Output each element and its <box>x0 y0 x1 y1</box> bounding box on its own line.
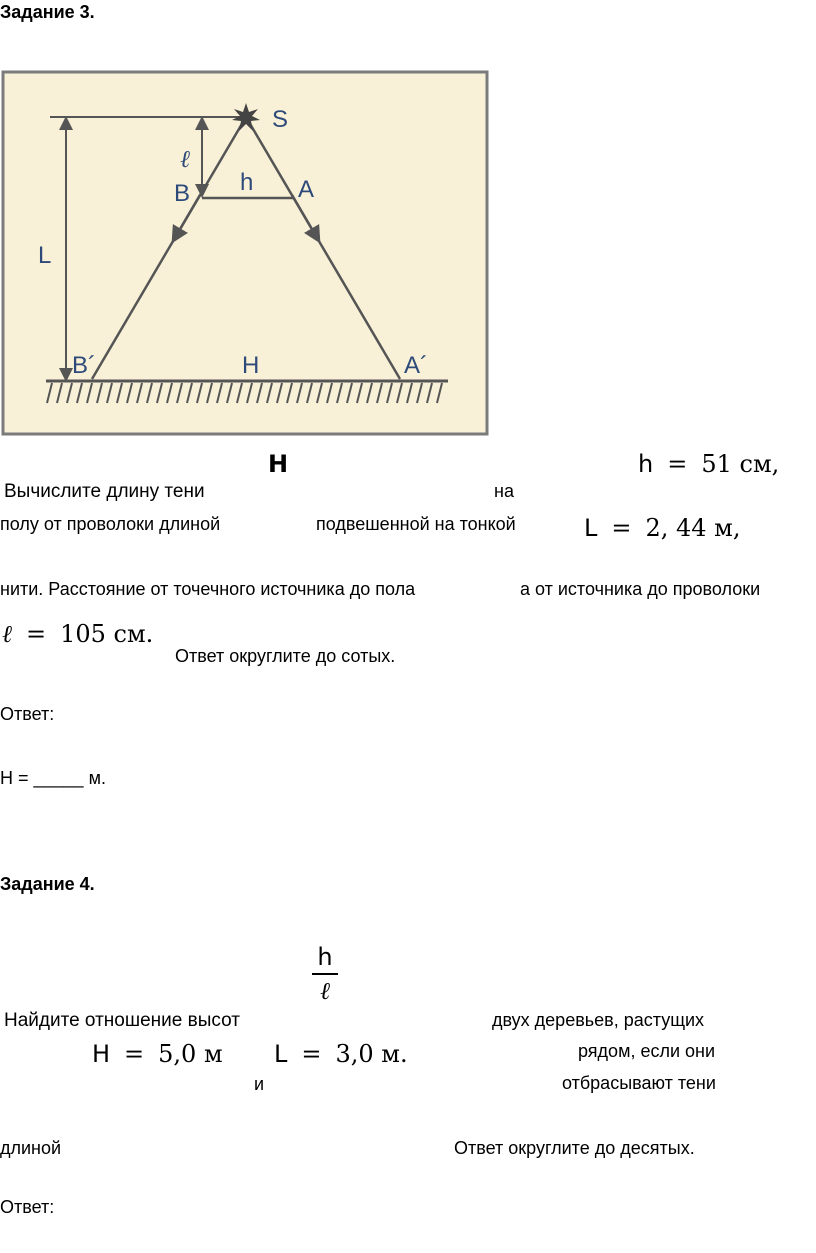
task3-answer-label: Ответ: <box>0 704 55 724</box>
task4-line3: отбрасывают тени <box>562 1073 716 1093</box>
task4-frac-num: h <box>317 943 333 971</box>
label-L: L <box>38 242 52 269</box>
task3-rounding: Ответ округлите до сотых. <box>175 646 396 666</box>
task3-line3-b: а от источника до проволоки <box>520 579 761 599</box>
task3-line1-a: Вычислите длину тени <box>4 481 205 502</box>
task3-L-formula: L = 2, 44 м, <box>584 514 741 542</box>
task4-H-symbol: H <box>92 1040 111 1068</box>
optics-diagram <box>0 69 492 439</box>
task4-heading: Задание 4. <box>0 874 95 894</box>
task4-line2: рядом, если они <box>578 1041 716 1061</box>
task3-line3-a: нити. Расстояние от точечного источника до пола <box>0 579 416 599</box>
task4-L-value: 3,0 м. <box>335 1040 408 1068</box>
task4-and: и <box>254 1074 265 1094</box>
task3-heading: Задание 3. <box>0 2 95 22</box>
task4-L-formula: L = 3,0 м. <box>274 1040 408 1068</box>
task3-l-formula: ℓ = 105 см. <box>2 620 154 648</box>
task4-answer-label: Ответ: <box>0 1197 55 1217</box>
label-S: S <box>272 106 289 133</box>
task4-H-value: 5,0 м <box>158 1040 223 1068</box>
task3-h-symbol: h <box>638 450 654 478</box>
label-B: B <box>174 180 191 207</box>
task3-H-symbol: H <box>268 450 289 478</box>
task3-line2-b: подвешенной на тонкой <box>316 514 516 534</box>
task3-line1-b: на <box>494 481 514 501</box>
label-A-prime: A´ <box>404 352 428 379</box>
task4-L-symbol: L <box>274 1040 288 1068</box>
task4-rounding: Ответ округлите до десятых. <box>454 1138 695 1158</box>
label-B-prime: B´ <box>72 352 96 379</box>
label-H: H <box>242 352 260 379</box>
task4-line1-b: двух деревьев, растущих <box>492 1010 705 1030</box>
task3-L-value: 2, 44 м, <box>645 514 741 542</box>
label-A: A <box>298 176 315 203</box>
task4-line1-a: Найдите отношение высот <box>4 1010 240 1031</box>
task3-l-symbol: ℓ <box>2 620 12 648</box>
task4-ratio-fraction <box>312 944 338 1004</box>
task3-h-formula: h = 51 см, <box>638 450 780 478</box>
task3-line2-a: полу от проволоки длиной <box>0 514 221 534</box>
task4-frac-den: ℓ <box>320 977 330 1005</box>
label-l: ℓ <box>180 145 190 173</box>
task3-l-value: 105 см. <box>60 620 154 648</box>
task3-L-symbol: L <box>584 514 598 542</box>
task3-answer-field[interactable]: H = _____ м. <box>0 768 106 788</box>
task3-h-value: 51 см, <box>701 450 780 478</box>
task4-H-formula: H = 5,0 м <box>92 1040 223 1068</box>
label-h: h <box>240 169 254 196</box>
task4-line4-a: длиной <box>0 1138 62 1158</box>
